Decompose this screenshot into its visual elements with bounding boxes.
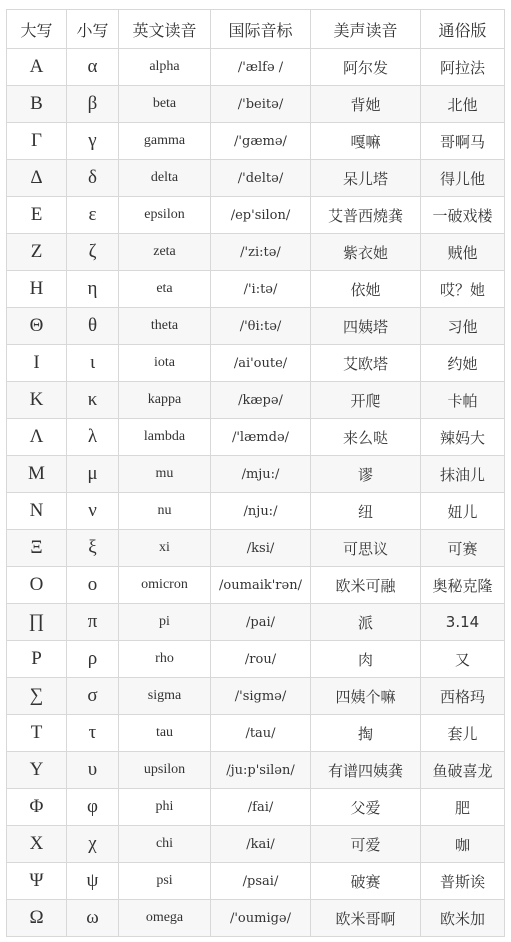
uppercase-letter: Θ	[7, 308, 67, 345]
lowercase-letter: φ	[67, 789, 119, 826]
lowercase-letter: γ	[67, 123, 119, 160]
popular-reading: 欧米加	[421, 900, 505, 937]
uppercase-letter: Ξ	[7, 530, 67, 567]
ipa-transcription: /mju:/	[211, 456, 311, 493]
lowercase-letter: ε	[67, 197, 119, 234]
lowercase-letter: ξ	[67, 530, 119, 567]
popular-reading: 一破戏楼	[421, 197, 505, 234]
us-reading: 阿尔发	[311, 49, 421, 86]
ipa-transcription: /'deltə/	[211, 160, 311, 197]
lowercase-letter: ζ	[67, 234, 119, 271]
english-reading: theta	[119, 308, 211, 345]
table-row	[7, 123, 505, 160]
uppercase-letter: Χ	[7, 826, 67, 863]
header-popular-version: 通俗版	[421, 10, 505, 49]
uppercase-letter: Β	[7, 86, 67, 123]
english-reading: iota	[119, 345, 211, 382]
lowercase-letter: β	[67, 86, 119, 123]
table-row	[7, 863, 505, 900]
popular-reading: 习他	[421, 308, 505, 345]
table-row	[7, 419, 505, 456]
uppercase-letter: Α	[7, 49, 67, 86]
table-row	[7, 752, 505, 789]
uppercase-letter: Ψ	[7, 863, 67, 900]
table-row	[7, 86, 505, 123]
lowercase-letter: μ	[67, 456, 119, 493]
us-reading: 破赛	[311, 863, 421, 900]
popular-reading: 贼他	[421, 234, 505, 271]
ipa-transcription: /ksi/	[211, 530, 311, 567]
english-reading: gamma	[119, 123, 211, 160]
header-ipa: 国际音标	[211, 10, 311, 49]
uppercase-letter: Μ	[7, 456, 67, 493]
us-reading: 依她	[311, 271, 421, 308]
english-reading: phi	[119, 789, 211, 826]
popular-reading: 奥秘克隆	[421, 567, 505, 604]
table-row	[7, 49, 505, 86]
popular-reading: 可赛	[421, 530, 505, 567]
ipa-transcription: /'zi:tə/	[211, 234, 311, 271]
lowercase-letter: θ	[67, 308, 119, 345]
english-reading: rho	[119, 641, 211, 678]
english-reading: omicron	[119, 567, 211, 604]
us-reading: 欧米哥啊	[311, 900, 421, 937]
uppercase-letter: Ω	[7, 900, 67, 937]
table-row	[7, 456, 505, 493]
lowercase-letter: η	[67, 271, 119, 308]
us-reading: 谬	[311, 456, 421, 493]
table-row	[7, 530, 505, 567]
english-reading: alpha	[119, 49, 211, 86]
english-reading: upsilon	[119, 752, 211, 789]
ipa-transcription: /kai/	[211, 826, 311, 863]
popular-reading: 妞儿	[421, 493, 505, 530]
popular-reading: 3.14	[421, 604, 505, 641]
us-reading: 艾欧塔	[311, 345, 421, 382]
uppercase-letter: Γ	[7, 123, 67, 160]
popular-reading: 辣妈大	[421, 419, 505, 456]
popular-reading: 约她	[421, 345, 505, 382]
uppercase-letter: Ρ	[7, 641, 67, 678]
us-reading: 父爱	[311, 789, 421, 826]
lowercase-letter: τ	[67, 715, 119, 752]
uppercase-letter: Δ	[7, 160, 67, 197]
english-reading: mu	[119, 456, 211, 493]
english-reading: zeta	[119, 234, 211, 271]
table-row	[7, 604, 505, 641]
uppercase-letter: Υ	[7, 752, 67, 789]
ipa-transcription: /'gæmə/	[211, 123, 311, 160]
uppercase-letter: ∏	[7, 604, 67, 641]
ipa-transcription: /ai'oute/	[211, 345, 311, 382]
uppercase-letter: Η	[7, 271, 67, 308]
uppercase-letter: Ο	[7, 567, 67, 604]
english-reading: epsilon	[119, 197, 211, 234]
us-reading: 派	[311, 604, 421, 641]
english-reading: delta	[119, 160, 211, 197]
us-reading: 开爬	[311, 382, 421, 419]
lowercase-letter: ψ	[67, 863, 119, 900]
english-reading: xi	[119, 530, 211, 567]
header-row	[7, 10, 505, 49]
popular-reading: 哎？她	[421, 271, 505, 308]
ipa-transcription: /'ælfə /	[211, 49, 311, 86]
ipa-transcription: /ep'silon/	[211, 197, 311, 234]
header-english-reading: 英文读音	[119, 10, 211, 49]
ipa-transcription: /'læmdə/	[211, 419, 311, 456]
popular-reading: 哥啊马	[421, 123, 505, 160]
lowercase-letter: λ	[67, 419, 119, 456]
header-lowercase: 小写	[67, 10, 119, 49]
ipa-transcription: /'i:tə/	[211, 271, 311, 308]
table-row	[7, 826, 505, 863]
us-reading: 四姨个嘛	[311, 678, 421, 715]
lowercase-letter: ω	[67, 900, 119, 937]
uppercase-letter: Κ	[7, 382, 67, 419]
ipa-transcription: /'sigmə/	[211, 678, 311, 715]
popular-reading: 普斯诶	[421, 863, 505, 900]
us-reading: 来么哒	[311, 419, 421, 456]
lowercase-letter: σ	[67, 678, 119, 715]
uppercase-letter: ∑	[7, 678, 67, 715]
ipa-transcription: /tau/	[211, 715, 311, 752]
english-reading: kappa	[119, 382, 211, 419]
lowercase-letter: κ	[67, 382, 119, 419]
popular-reading: 又	[421, 641, 505, 678]
table-row	[7, 567, 505, 604]
us-reading: 掏	[311, 715, 421, 752]
uppercase-letter: Φ	[7, 789, 67, 826]
uppercase-letter: Ε	[7, 197, 67, 234]
popular-reading: 阿拉法	[421, 49, 505, 86]
lowercase-letter: ι	[67, 345, 119, 382]
popular-reading: 抹油儿	[421, 456, 505, 493]
lowercase-letter: ν	[67, 493, 119, 530]
popular-reading: 肥	[421, 789, 505, 826]
popular-reading: 卡帕	[421, 382, 505, 419]
english-reading: beta	[119, 86, 211, 123]
table-row	[7, 382, 505, 419]
ipa-transcription: /psai/	[211, 863, 311, 900]
table-row	[7, 493, 505, 530]
popular-reading: 套儿	[421, 715, 505, 752]
table-row	[7, 197, 505, 234]
us-reading: 紫衣她	[311, 234, 421, 271]
ipa-transcription: /kæpə/	[211, 382, 311, 419]
lowercase-letter: δ	[67, 160, 119, 197]
popular-reading: 得儿他	[421, 160, 505, 197]
popular-reading: 北他	[421, 86, 505, 123]
ipa-transcription: /oumaik'rən/	[211, 567, 311, 604]
header-us-reading: 美声读音	[311, 10, 421, 49]
us-reading: 有谱四姨龚	[311, 752, 421, 789]
us-reading: 可爱	[311, 826, 421, 863]
ipa-transcription: /ju:p'silən/	[211, 752, 311, 789]
table-row	[7, 234, 505, 271]
us-reading: 嘎嘛	[311, 123, 421, 160]
us-reading: 艾普西燒龚	[311, 197, 421, 234]
uppercase-letter: Λ	[7, 419, 67, 456]
english-reading: tau	[119, 715, 211, 752]
ipa-transcription: /fai/	[211, 789, 311, 826]
lowercase-letter: χ	[67, 826, 119, 863]
us-reading: 呆儿塔	[311, 160, 421, 197]
lowercase-letter: υ	[67, 752, 119, 789]
table-row	[7, 641, 505, 678]
lowercase-letter: π	[67, 604, 119, 641]
lowercase-letter: α	[67, 49, 119, 86]
popular-reading: 西格玛	[421, 678, 505, 715]
us-reading: 纽	[311, 493, 421, 530]
ipa-transcription: /rou/	[211, 641, 311, 678]
us-reading: 肉	[311, 641, 421, 678]
ipa-transcription: /'θi:tə/	[211, 308, 311, 345]
english-reading: nu	[119, 493, 211, 530]
us-reading: 欧米可融	[311, 567, 421, 604]
us-reading: 背她	[311, 86, 421, 123]
english-reading: sigma	[119, 678, 211, 715]
table-row	[7, 160, 505, 197]
uppercase-letter: Ι	[7, 345, 67, 382]
english-reading: chi	[119, 826, 211, 863]
table-row	[7, 308, 505, 345]
table-row	[7, 900, 505, 937]
ipa-transcription: /'oumigə/	[211, 900, 311, 937]
lowercase-letter: ο	[67, 567, 119, 604]
ipa-transcription: /'beitə/	[211, 86, 311, 123]
table-row	[7, 715, 505, 752]
us-reading: 四姨塔	[311, 308, 421, 345]
uppercase-letter: Τ	[7, 715, 67, 752]
english-reading: eta	[119, 271, 211, 308]
english-reading: omega	[119, 900, 211, 937]
ipa-transcription: /nju:/	[211, 493, 311, 530]
ipa-transcription: /pai/	[211, 604, 311, 641]
uppercase-letter: Ν	[7, 493, 67, 530]
english-reading: lambda	[119, 419, 211, 456]
popular-reading: 咖	[421, 826, 505, 863]
header-uppercase: 大写	[7, 10, 67, 49]
greek-alphabet-table	[6, 9, 505, 937]
lowercase-letter: ρ	[67, 641, 119, 678]
table-row	[7, 789, 505, 826]
popular-reading: 鱼破喜龙	[421, 752, 505, 789]
table-row	[7, 345, 505, 382]
uppercase-letter: Ζ	[7, 234, 67, 271]
table-row	[7, 271, 505, 308]
english-reading: psi	[119, 863, 211, 900]
us-reading: 可思议	[311, 530, 421, 567]
english-reading: pi	[119, 604, 211, 641]
table-row	[7, 678, 505, 715]
